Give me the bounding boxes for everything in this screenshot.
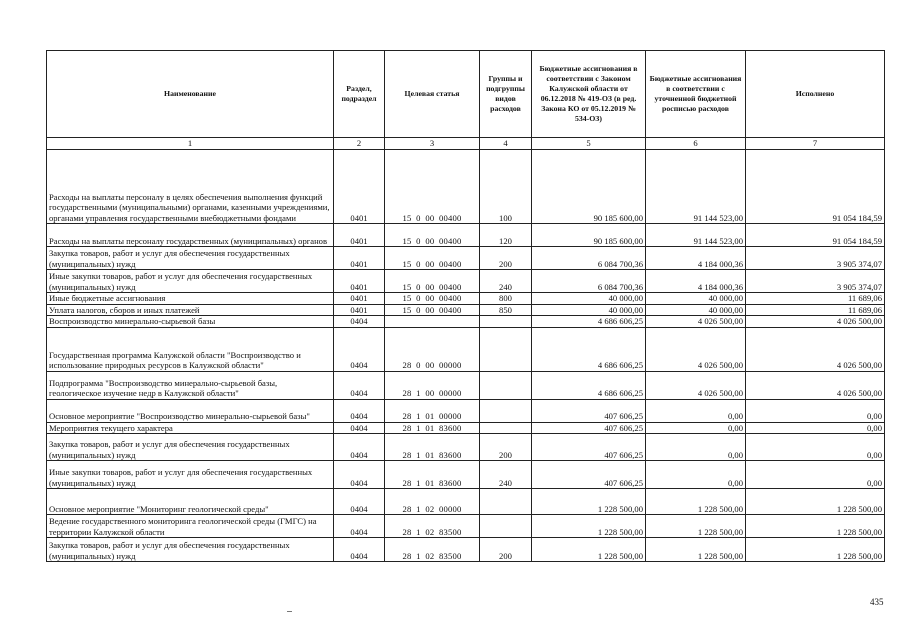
row-article: 28 1 01 83600 xyxy=(385,434,480,461)
row-section: 0401 xyxy=(334,247,385,270)
table-row xyxy=(47,434,885,461)
row-article: 28 1 01 00000 xyxy=(385,399,480,422)
header-target-article: Целевая статья xyxy=(385,51,480,138)
row-section: 0404 xyxy=(334,434,385,461)
row-group: 200 xyxy=(480,434,532,461)
column-number: 7 xyxy=(746,138,885,150)
table-row xyxy=(47,461,885,489)
row-name: Закупка товаров, работ и услуг для обеспечения государственных (муниципальных) нужд xyxy=(47,538,334,562)
row-name: Подпрограмма "Воспроизводство минерально-сырьевой базы, геологическое изучение недр в Калужской области" xyxy=(47,371,334,399)
row-name: Уплата налогов, сборов и иных платежей xyxy=(47,304,334,316)
row-name: Расходы на выплаты персоналу государственных (муниципальных) органов xyxy=(47,224,334,247)
row-executed: 3 905 374,07 xyxy=(746,247,885,270)
table-row xyxy=(47,399,885,422)
row-name: Мероприятия текущего характера xyxy=(47,422,334,434)
table-row xyxy=(47,304,885,316)
row-section: 0404 xyxy=(334,371,385,399)
row-group xyxy=(480,316,532,328)
table-row xyxy=(47,515,885,538)
row-approved: 1 228 500,00 xyxy=(532,538,646,562)
row-section: 0404 xyxy=(334,422,385,434)
row-approved: 1 228 500,00 xyxy=(532,489,646,515)
row-refined: 0,00 xyxy=(646,422,746,434)
row-refined: 0,00 xyxy=(646,434,746,461)
row-executed: 0,00 xyxy=(746,461,885,489)
header-name: Наименование xyxy=(47,51,334,138)
row-article: 28 1 02 83500 xyxy=(385,515,480,538)
row-section: 0404 xyxy=(334,316,385,328)
column-number: 4 xyxy=(480,138,532,150)
column-number: 1 xyxy=(47,138,334,150)
table-row xyxy=(47,371,885,399)
row-group xyxy=(480,489,532,515)
row-article: 15 0 00 00400 xyxy=(385,224,480,247)
table-row xyxy=(47,270,885,293)
row-group: 200 xyxy=(480,247,532,270)
row-approved: 407 606,25 xyxy=(532,399,646,422)
header-refined-budget: Бюджетные ассигнования в соответствии с уточненной бюджетной росписью расходов xyxy=(646,51,746,138)
row-executed: 11 689,06 xyxy=(746,293,885,305)
row-group xyxy=(480,399,532,422)
row-article: 15 0 00 00400 xyxy=(385,270,480,293)
row-group: 800 xyxy=(480,293,532,305)
row-executed: 1 228 500,00 xyxy=(746,538,885,562)
row-approved: 40 000,00 xyxy=(532,304,646,316)
row-name: Ведение государственного мониторинга геологической среды (ГМГС) на территории Калужской области xyxy=(47,515,334,538)
row-group: 240 xyxy=(480,270,532,293)
row-approved: 407 606,25 xyxy=(532,461,646,489)
table-row xyxy=(47,247,885,270)
row-group: 120 xyxy=(480,224,532,247)
row-group: 850 xyxy=(480,304,532,316)
row-section: 0404 xyxy=(334,399,385,422)
row-refined: 4 184 000,36 xyxy=(646,247,746,270)
row-approved: 6 084 700,36 xyxy=(532,270,646,293)
row-name: Закупка товаров, работ и услуг для обеспечения государственных (муниципальных) нужд xyxy=(47,247,334,270)
header-executed: Исполнено xyxy=(746,51,885,138)
row-article: 15 0 00 00400 xyxy=(385,293,480,305)
column-number: 3 xyxy=(385,138,480,150)
column-number: 5 xyxy=(532,138,646,150)
row-refined: 91 144 523,00 xyxy=(646,150,746,224)
column-number: 2 xyxy=(334,138,385,150)
row-article: 28 1 00 00000 xyxy=(385,371,480,399)
row-approved: 407 606,25 xyxy=(532,434,646,461)
row-refined: 40 000,00 xyxy=(646,304,746,316)
row-refined: 4 026 500,00 xyxy=(646,327,746,371)
row-article: 28 1 02 00000 xyxy=(385,489,480,515)
row-executed: 1 228 500,00 xyxy=(746,489,885,515)
row-name: Основное мероприятие "Мониторинг геологической среды" xyxy=(47,489,334,515)
row-refined: 0,00 xyxy=(646,461,746,489)
row-executed: 0,00 xyxy=(746,434,885,461)
row-article: 15 0 00 00400 xyxy=(385,150,480,224)
row-refined: 1 228 500,00 xyxy=(646,489,746,515)
row-section: 0404 xyxy=(334,461,385,489)
row-section: 0401 xyxy=(334,150,385,224)
row-article: 28 1 01 83600 xyxy=(385,461,480,489)
row-section: 0404 xyxy=(334,327,385,371)
row-name: Закупка товаров, работ и услуг для обеспечения государственных (муниципальных) нужд xyxy=(47,434,334,461)
scan-mark xyxy=(287,611,292,612)
budget-execution-table-page xyxy=(46,50,884,562)
row-approved: 1 228 500,00 xyxy=(532,515,646,538)
row-executed: 0,00 xyxy=(746,422,885,434)
row-approved: 6 084 700,36 xyxy=(532,247,646,270)
row-refined: 4 026 500,00 xyxy=(646,316,746,328)
row-article: 28 1 01 83600 xyxy=(385,422,480,434)
table-row xyxy=(47,422,885,434)
row-section: 0401 xyxy=(334,293,385,305)
row-executed: 1 228 500,00 xyxy=(746,515,885,538)
row-name: Иные бюджетные ассигнования xyxy=(47,293,334,305)
row-section: 0401 xyxy=(334,224,385,247)
row-name: Государственная программа Калужской области "Воспроизводство и использование природных ресурсов в Калужской области" xyxy=(47,327,334,371)
row-section: 0401 xyxy=(334,270,385,293)
row-approved: 4 686 606,25 xyxy=(532,316,646,328)
row-approved: 90 185 600,00 xyxy=(532,224,646,247)
column-number: 6 xyxy=(646,138,746,150)
row-name: Иные закупки товаров, работ и услуг для обеспечения государственных (муниципальных) нужд xyxy=(47,461,334,489)
row-executed: 3 905 374,07 xyxy=(746,270,885,293)
table-row xyxy=(47,316,885,328)
row-executed: 0,00 xyxy=(746,399,885,422)
row-article: 15 0 00 00400 xyxy=(385,304,480,316)
header-row xyxy=(47,51,885,138)
budget-table xyxy=(46,50,885,562)
row-refined: 0,00 xyxy=(646,399,746,422)
row-executed: 11 689,06 xyxy=(746,304,885,316)
row-refined: 4 184 000,36 xyxy=(646,270,746,293)
row-section: 0404 xyxy=(334,515,385,538)
row-group: 200 xyxy=(480,538,532,562)
table-row xyxy=(47,327,885,371)
header-approved-budget: Бюджетные ассигнования в соответствии с Законом Калужской области от 06.12.2018 № 419-ОЗ (в ред. Закона КО от 05.12.2019 № 534-ОЗ) xyxy=(532,51,646,138)
row-executed: 4 026 500,00 xyxy=(746,371,885,399)
row-refined: 1 228 500,00 xyxy=(646,515,746,538)
row-group xyxy=(480,515,532,538)
table-row xyxy=(47,538,885,562)
row-approved: 40 000,00 xyxy=(532,293,646,305)
row-group: 240 xyxy=(480,461,532,489)
table-row xyxy=(47,293,885,305)
row-executed: 91 054 184,59 xyxy=(746,224,885,247)
row-approved: 407 606,25 xyxy=(532,422,646,434)
page-number: 435 xyxy=(870,597,884,607)
row-article: 28 0 00 00000 xyxy=(385,327,480,371)
row-executed: 4 026 500,00 xyxy=(746,327,885,371)
row-group xyxy=(480,327,532,371)
row-group xyxy=(480,422,532,434)
column-number-row xyxy=(47,138,885,150)
row-section: 0401 xyxy=(334,304,385,316)
header-section: Раздел, подраздел xyxy=(334,51,385,138)
row-refined: 4 026 500,00 xyxy=(646,371,746,399)
row-article: 15 0 00 00400 xyxy=(385,247,480,270)
row-approved: 4 686 606,25 xyxy=(532,371,646,399)
row-refined: 1 228 500,00 xyxy=(646,538,746,562)
row-section: 0404 xyxy=(334,538,385,562)
header-expense-group: Группы и подгруппы видов расходов xyxy=(480,51,532,138)
row-executed: 4 026 500,00 xyxy=(746,316,885,328)
row-executed: 91 054 184,59 xyxy=(746,150,885,224)
row-name: Расходы на выплаты персоналу в целях обеспечения выполнения функций государственными (муниципальными) органами, казенными учреждениями, органами управления государственными внебюджетными фондами xyxy=(47,150,334,224)
row-article xyxy=(385,316,480,328)
row-name: Иные закупки товаров, работ и услуг для обеспечения государственных (муниципальных) нужд xyxy=(47,270,334,293)
row-name: Основное мероприятие "Воспроизводство минерально-сырьевой базы" xyxy=(47,399,334,422)
row-section: 0404 xyxy=(334,489,385,515)
row-refined: 40 000,00 xyxy=(646,293,746,305)
table-row xyxy=(47,150,885,224)
row-group xyxy=(480,371,532,399)
table-row xyxy=(47,489,885,515)
row-approved: 4 686 606,25 xyxy=(532,327,646,371)
row-refined: 91 144 523,00 xyxy=(646,224,746,247)
row-name: Воспроизводство минерально-сырьевой базы xyxy=(47,316,334,328)
table-row xyxy=(47,224,885,247)
row-group: 100 xyxy=(480,150,532,224)
row-approved: 90 185 600,00 xyxy=(532,150,646,224)
row-article: 28 1 02 83500 xyxy=(385,538,480,562)
